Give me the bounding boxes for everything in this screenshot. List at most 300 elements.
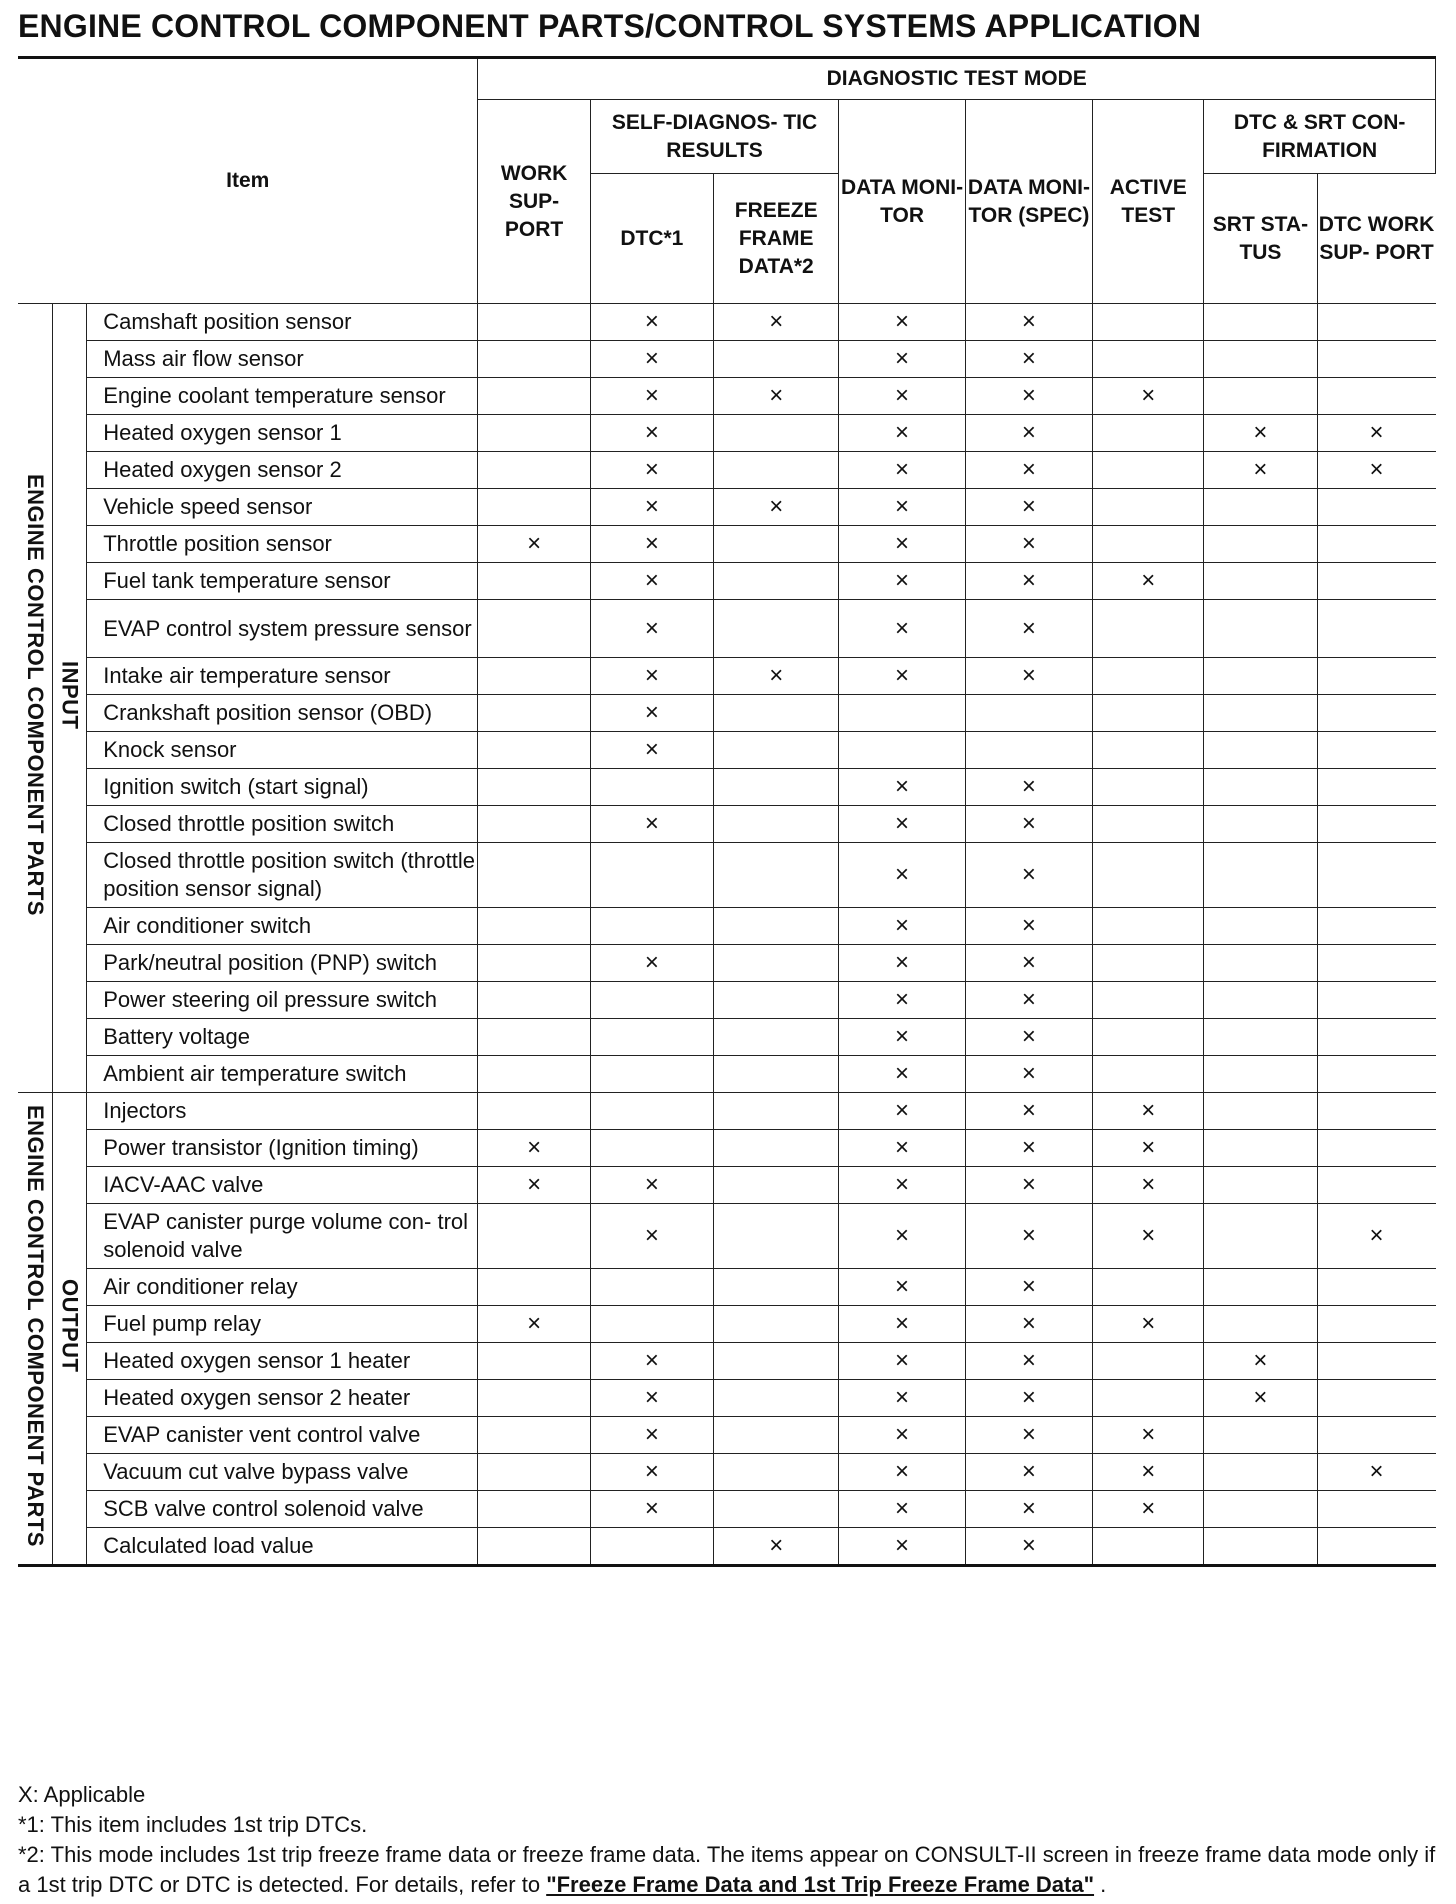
applicable-mark: × bbox=[965, 1093, 1092, 1130]
empty-cell bbox=[1317, 378, 1435, 415]
table-row bbox=[18, 1491, 1436, 1528]
empty-cell bbox=[714, 732, 839, 769]
applicable-mark: × bbox=[1093, 1204, 1204, 1269]
empty-cell bbox=[478, 843, 590, 908]
empty-cell bbox=[1204, 658, 1317, 695]
empty-cell bbox=[1204, 1269, 1317, 1306]
group-label-text: ENGINE CONTROL COMPONENT PARTS bbox=[22, 474, 48, 916]
applicable-mark: × bbox=[839, 1204, 965, 1269]
applicable-mark: × bbox=[590, 1343, 713, 1380]
applicable-mark: × bbox=[1204, 1380, 1317, 1417]
empty-cell bbox=[1093, 526, 1204, 563]
empty-cell bbox=[478, 806, 590, 843]
empty-cell bbox=[478, 769, 590, 806]
empty-cell bbox=[839, 732, 965, 769]
applicable-mark: × bbox=[1093, 1454, 1204, 1491]
applicable-mark: × bbox=[1093, 1130, 1204, 1167]
empty-cell bbox=[714, 415, 839, 452]
empty-cell bbox=[714, 1056, 839, 1093]
table-row bbox=[18, 806, 1436, 843]
header-dtc-srt-confirmation: DTC & SRT CON- FIRMATION bbox=[1204, 100, 1436, 174]
table-row bbox=[18, 695, 1436, 732]
empty-cell bbox=[478, 341, 590, 378]
applicable-mark: × bbox=[590, 563, 713, 600]
applicable-mark: × bbox=[590, 945, 713, 982]
header-dtc-work-support: DTC WORK SUP- PORT bbox=[1317, 174, 1435, 304]
applicable-mark: × bbox=[965, 1454, 1092, 1491]
header-work-support: WORK SUP- PORT bbox=[478, 100, 590, 304]
empty-cell bbox=[478, 1204, 590, 1269]
empty-cell bbox=[590, 1093, 713, 1130]
empty-cell bbox=[1317, 489, 1435, 526]
applicable-mark: × bbox=[965, 415, 1092, 452]
table-row bbox=[18, 1056, 1436, 1093]
empty-cell bbox=[1204, 908, 1317, 945]
header-freeze-frame-data: FREEZE FRAME DATA*2 bbox=[714, 174, 839, 304]
applicable-mark: × bbox=[478, 1130, 590, 1167]
item-name: Mass air flow sensor bbox=[87, 341, 478, 378]
freeze-frame-data-link[interactable]: "Freeze Frame Data and 1st Trip Freeze Frame Data" bbox=[546, 1872, 1095, 1897]
empty-cell bbox=[1317, 843, 1435, 908]
table-row bbox=[18, 526, 1436, 563]
applicable-mark: × bbox=[839, 489, 965, 526]
empty-cell bbox=[714, 1093, 839, 1130]
applicable-mark: × bbox=[1093, 1306, 1204, 1343]
empty-cell bbox=[1093, 341, 1204, 378]
applicable-mark: × bbox=[714, 489, 839, 526]
applicable-mark: × bbox=[965, 1019, 1092, 1056]
empty-cell bbox=[714, 1167, 839, 1204]
empty-cell bbox=[1204, 304, 1317, 341]
empty-cell bbox=[590, 982, 713, 1019]
empty-cell bbox=[478, 489, 590, 526]
applicable-mark: × bbox=[839, 843, 965, 908]
table-row bbox=[18, 732, 1436, 769]
empty-cell bbox=[1317, 1167, 1435, 1204]
empty-cell bbox=[1317, 1491, 1435, 1528]
item-name: Closed throttle position switch (throttle position sensor signal) bbox=[87, 843, 478, 908]
applicable-mark: × bbox=[965, 600, 1092, 658]
empty-cell bbox=[1204, 1167, 1317, 1204]
item-name: Heated oxygen sensor 1 heater bbox=[87, 1343, 478, 1380]
empty-cell bbox=[1204, 378, 1317, 415]
item-name: Injectors bbox=[87, 1093, 478, 1130]
applicable-mark: × bbox=[714, 378, 839, 415]
item-name: EVAP canister vent control valve bbox=[87, 1417, 478, 1454]
table-row bbox=[18, 1269, 1436, 1306]
empty-cell bbox=[1093, 1019, 1204, 1056]
empty-cell bbox=[1317, 1269, 1435, 1306]
applicable-mark: × bbox=[839, 1528, 965, 1566]
applicable-mark: × bbox=[714, 304, 839, 341]
applicable-mark: × bbox=[1317, 1204, 1435, 1269]
applicable-mark: × bbox=[839, 1056, 965, 1093]
note-1: *1: This item includes 1st trip DTCs. bbox=[18, 1812, 368, 1837]
header-item: Item bbox=[18, 58, 478, 304]
applicable-mark: × bbox=[839, 1130, 965, 1167]
empty-cell bbox=[714, 341, 839, 378]
applicable-mark: × bbox=[839, 1491, 965, 1528]
item-name: Fuel pump relay bbox=[87, 1306, 478, 1343]
applicable-mark: × bbox=[590, 1491, 713, 1528]
applicable-mark: × bbox=[965, 1056, 1092, 1093]
applicable-mark: × bbox=[839, 1343, 965, 1380]
empty-cell bbox=[965, 732, 1092, 769]
empty-cell bbox=[1093, 982, 1204, 1019]
applicable-mark: × bbox=[839, 1167, 965, 1204]
applicable-mark: × bbox=[590, 304, 713, 341]
applicable-mark: × bbox=[714, 658, 839, 695]
subgroup-label bbox=[52, 304, 86, 1093]
applicable-mark: × bbox=[965, 1130, 1092, 1167]
empty-cell bbox=[1093, 600, 1204, 658]
empty-cell bbox=[478, 695, 590, 732]
applicable-mark: × bbox=[1204, 1343, 1317, 1380]
empty-cell bbox=[590, 843, 713, 908]
table-row bbox=[18, 1380, 1436, 1417]
empty-cell bbox=[1093, 1528, 1204, 1566]
empty-cell bbox=[1093, 1380, 1204, 1417]
empty-cell bbox=[1317, 658, 1435, 695]
table-row bbox=[18, 1417, 1436, 1454]
applicable-mark: × bbox=[839, 1093, 965, 1130]
applicable-mark: × bbox=[839, 304, 965, 341]
applicable-mark: × bbox=[965, 658, 1092, 695]
empty-cell bbox=[1317, 1093, 1435, 1130]
table-row bbox=[18, 489, 1436, 526]
empty-cell bbox=[1093, 769, 1204, 806]
applicable-mark: × bbox=[965, 982, 1092, 1019]
empty-cell bbox=[478, 1019, 590, 1056]
empty-cell bbox=[714, 1454, 839, 1491]
table-row bbox=[18, 908, 1436, 945]
empty-cell bbox=[1093, 1343, 1204, 1380]
item-name: EVAP control system pressure sensor bbox=[87, 600, 478, 658]
empty-cell bbox=[714, 695, 839, 732]
applicable-mark: × bbox=[839, 908, 965, 945]
applicable-mark: × bbox=[965, 945, 1092, 982]
empty-cell bbox=[590, 908, 713, 945]
empty-cell bbox=[478, 452, 590, 489]
empty-cell bbox=[714, 1380, 839, 1417]
empty-cell bbox=[1317, 1056, 1435, 1093]
item-name: Knock sensor bbox=[87, 732, 478, 769]
empty-cell bbox=[478, 982, 590, 1019]
applicable-mark: × bbox=[965, 526, 1092, 563]
empty-cell bbox=[478, 945, 590, 982]
table-row bbox=[18, 304, 1436, 341]
empty-cell bbox=[478, 1093, 590, 1130]
applicable-mark: × bbox=[839, 600, 965, 658]
empty-cell bbox=[590, 1269, 713, 1306]
applicable-mark: × bbox=[839, 341, 965, 378]
empty-cell bbox=[1317, 304, 1435, 341]
empty-cell bbox=[1093, 908, 1204, 945]
applicable-mark: × bbox=[1093, 1093, 1204, 1130]
empty-cell bbox=[1317, 695, 1435, 732]
applicable-mark: × bbox=[965, 1380, 1092, 1417]
empty-cell bbox=[1317, 806, 1435, 843]
empty-cell bbox=[714, 600, 839, 658]
empty-cell bbox=[478, 1343, 590, 1380]
empty-cell bbox=[1317, 1417, 1435, 1454]
applicable-mark: × bbox=[965, 1167, 1092, 1204]
header-data-monitor: DATA MONI- TOR bbox=[839, 100, 965, 304]
empty-cell bbox=[1093, 1056, 1204, 1093]
applicable-mark: × bbox=[1093, 1491, 1204, 1528]
item-name: Ambient air temperature switch bbox=[87, 1056, 478, 1093]
table-row bbox=[18, 1454, 1436, 1491]
empty-cell bbox=[714, 769, 839, 806]
applicable-mark: × bbox=[839, 378, 965, 415]
table-row bbox=[18, 945, 1436, 982]
empty-cell bbox=[965, 695, 1092, 732]
item-name: Air conditioner switch bbox=[87, 908, 478, 945]
item-name: Intake air temperature sensor bbox=[87, 658, 478, 695]
empty-cell bbox=[590, 1306, 713, 1343]
empty-cell bbox=[714, 1306, 839, 1343]
item-name: SCB valve control solenoid valve bbox=[87, 1491, 478, 1528]
applicable-mark: × bbox=[839, 769, 965, 806]
applicable-mark: × bbox=[965, 1417, 1092, 1454]
item-name: Engine coolant temperature sensor bbox=[87, 378, 478, 415]
item-name: Air conditioner relay bbox=[87, 1269, 478, 1306]
table-row bbox=[18, 600, 1436, 658]
empty-cell bbox=[1204, 1093, 1317, 1130]
empty-cell bbox=[714, 945, 839, 982]
applicable-mark: × bbox=[965, 908, 1092, 945]
empty-cell bbox=[478, 1380, 590, 1417]
empty-cell bbox=[1204, 982, 1317, 1019]
applicable-mark: × bbox=[1093, 563, 1204, 600]
applicable-mark: × bbox=[965, 341, 1092, 378]
empty-cell bbox=[1204, 695, 1317, 732]
item-name: Vacuum cut valve bypass valve bbox=[87, 1454, 478, 1491]
applicable-mark: × bbox=[1093, 1417, 1204, 1454]
empty-cell bbox=[478, 563, 590, 600]
item-name: Heated oxygen sensor 1 bbox=[87, 415, 478, 452]
applicable-mark: × bbox=[965, 1528, 1092, 1566]
empty-cell bbox=[1317, 526, 1435, 563]
applicable-mark: × bbox=[965, 1204, 1092, 1269]
empty-cell bbox=[1317, 1528, 1435, 1566]
header-active-test: ACTIVE TEST bbox=[1093, 100, 1204, 304]
empty-cell bbox=[478, 378, 590, 415]
applicable-mark: × bbox=[590, 732, 713, 769]
item-name: Vehicle speed sensor bbox=[87, 489, 478, 526]
item-name: Ignition switch (start signal) bbox=[87, 769, 478, 806]
empty-cell bbox=[1204, 1454, 1317, 1491]
applicable-mark: × bbox=[965, 304, 1092, 341]
empty-cell bbox=[714, 1019, 839, 1056]
empty-cell bbox=[714, 1491, 839, 1528]
table-row bbox=[18, 1093, 1436, 1130]
item-name: Park/neutral position (PNP) switch bbox=[87, 945, 478, 982]
item-name: Closed throttle position switch bbox=[87, 806, 478, 843]
applicable-mark: × bbox=[839, 563, 965, 600]
empty-cell bbox=[839, 695, 965, 732]
page-title: ENGINE CONTROL COMPONENT PARTS/CONTROL SYSTEMS APPLICATION bbox=[18, 8, 1202, 44]
applicable-mark: × bbox=[590, 1167, 713, 1204]
empty-cell bbox=[478, 658, 590, 695]
subgroup-label-text: INPUT bbox=[57, 660, 83, 730]
empty-cell bbox=[714, 806, 839, 843]
applicable-mark: × bbox=[590, 341, 713, 378]
applicable-mark: × bbox=[478, 1167, 590, 1204]
header-srt-status: SRT STA- TUS bbox=[1204, 174, 1317, 304]
item-name: EVAP canister purge volume con- trol solenoid valve bbox=[87, 1204, 478, 1269]
applicable-mark: × bbox=[590, 526, 713, 563]
empty-cell bbox=[1204, 1491, 1317, 1528]
empty-cell bbox=[1204, 806, 1317, 843]
empty-cell bbox=[478, 1454, 590, 1491]
applicable-mark: × bbox=[965, 563, 1092, 600]
empty-cell bbox=[1204, 489, 1317, 526]
empty-cell bbox=[1317, 769, 1435, 806]
item-name: Calculated load value bbox=[87, 1528, 478, 1566]
empty-cell bbox=[478, 1491, 590, 1528]
empty-cell bbox=[714, 563, 839, 600]
applicable-mark: × bbox=[590, 489, 713, 526]
applicable-mark: × bbox=[839, 526, 965, 563]
empty-cell bbox=[1317, 1306, 1435, 1343]
empty-cell bbox=[1204, 1130, 1317, 1167]
applicable-mark: × bbox=[590, 1204, 713, 1269]
table-row bbox=[18, 1528, 1436, 1566]
item-name: Heated oxygen sensor 2 heater bbox=[87, 1380, 478, 1417]
applicable-mark: × bbox=[839, 1380, 965, 1417]
table-row bbox=[18, 415, 1436, 452]
empty-cell bbox=[714, 452, 839, 489]
empty-cell bbox=[478, 732, 590, 769]
applicable-mark: × bbox=[965, 843, 1092, 908]
table-row bbox=[18, 1019, 1436, 1056]
table-row bbox=[18, 843, 1436, 908]
applicable-mark: × bbox=[965, 1491, 1092, 1528]
applicable-mark: × bbox=[839, 1417, 965, 1454]
empty-cell bbox=[1093, 732, 1204, 769]
empty-cell bbox=[478, 600, 590, 658]
empty-cell bbox=[1317, 600, 1435, 658]
item-name: Heated oxygen sensor 2 bbox=[87, 452, 478, 489]
empty-cell bbox=[1093, 415, 1204, 452]
item-name: IACV-AAC valve bbox=[87, 1167, 478, 1204]
table-row bbox=[18, 341, 1436, 378]
applicable-mark: × bbox=[478, 526, 590, 563]
applicable-mark: × bbox=[839, 1019, 965, 1056]
empty-cell bbox=[1317, 1343, 1435, 1380]
empty-cell bbox=[478, 1528, 590, 1566]
table-row bbox=[18, 563, 1436, 600]
applicable-mark: × bbox=[1204, 452, 1317, 489]
empty-cell bbox=[1317, 341, 1435, 378]
applicable-mark: × bbox=[590, 1417, 713, 1454]
applicable-mark: × bbox=[965, 1343, 1092, 1380]
empty-cell bbox=[1317, 732, 1435, 769]
subgroup-label bbox=[52, 1093, 86, 1566]
applicable-mark: × bbox=[965, 806, 1092, 843]
applicable-mark: × bbox=[714, 1528, 839, 1566]
empty-cell bbox=[1317, 563, 1435, 600]
applicable-mark: × bbox=[965, 378, 1092, 415]
empty-cell bbox=[1204, 600, 1317, 658]
empty-cell bbox=[478, 415, 590, 452]
applicable-mark: × bbox=[1317, 415, 1435, 452]
applicable-mark: × bbox=[965, 452, 1092, 489]
applicable-mark: × bbox=[839, 982, 965, 1019]
empty-cell bbox=[1204, 1528, 1317, 1566]
empty-cell bbox=[590, 769, 713, 806]
applicable-mark: × bbox=[839, 1269, 965, 1306]
empty-cell bbox=[1317, 1380, 1435, 1417]
header-self-diagnostic-results: SELF-DIAGNOS- TIC RESULTS bbox=[590, 100, 839, 174]
table-row bbox=[18, 1130, 1436, 1167]
table-row bbox=[18, 658, 1436, 695]
empty-cell bbox=[1317, 908, 1435, 945]
footnotes bbox=[18, 1780, 1438, 1900]
empty-cell bbox=[1093, 489, 1204, 526]
empty-cell bbox=[1204, 1204, 1317, 1269]
empty-cell bbox=[590, 1056, 713, 1093]
empty-cell bbox=[1204, 945, 1317, 982]
empty-cell bbox=[714, 843, 839, 908]
empty-cell bbox=[1093, 806, 1204, 843]
empty-cell bbox=[1204, 769, 1317, 806]
empty-cell bbox=[1204, 843, 1317, 908]
empty-cell bbox=[1317, 982, 1435, 1019]
empty-cell bbox=[1204, 1056, 1317, 1093]
applicable-mark: × bbox=[590, 600, 713, 658]
applicable-mark: × bbox=[590, 806, 713, 843]
table-row bbox=[18, 1343, 1436, 1380]
empty-cell bbox=[1317, 945, 1435, 982]
table-row bbox=[18, 1306, 1436, 1343]
applicable-mark: × bbox=[1204, 415, 1317, 452]
applicable-mark: × bbox=[590, 695, 713, 732]
empty-cell bbox=[1093, 1269, 1204, 1306]
empty-cell bbox=[590, 1528, 713, 1566]
table-row bbox=[18, 982, 1436, 1019]
applicable-mark: × bbox=[478, 1306, 590, 1343]
group-label bbox=[18, 1093, 52, 1566]
subgroup-label-text: OUTPUT bbox=[57, 1278, 83, 1373]
empty-cell bbox=[714, 1343, 839, 1380]
empty-cell bbox=[1093, 452, 1204, 489]
empty-cell bbox=[714, 526, 839, 563]
empty-cell bbox=[714, 1130, 839, 1167]
empty-cell bbox=[1093, 843, 1204, 908]
applicable-mark: × bbox=[1317, 452, 1435, 489]
empty-cell bbox=[1204, 341, 1317, 378]
applicable-mark: × bbox=[965, 489, 1092, 526]
table-row bbox=[18, 378, 1436, 415]
applicable-mark: × bbox=[1093, 378, 1204, 415]
empty-cell bbox=[478, 304, 590, 341]
empty-cell bbox=[590, 1130, 713, 1167]
table-body bbox=[18, 304, 1436, 1566]
note-2-text: *2: This mode includes 1st trip freeze frame data or freeze frame data. The items appear on CONSULT-II screen in freeze frame data mode only if a 1st trip DTC or DTC is detected. For details, refer to bbox=[18, 1842, 1436, 1897]
applicable-mark: × bbox=[839, 945, 965, 982]
applicable-mark: × bbox=[1093, 1167, 1204, 1204]
empty-cell bbox=[1093, 304, 1204, 341]
empty-cell bbox=[1204, 1019, 1317, 1056]
applicable-mark: × bbox=[1317, 1454, 1435, 1491]
item-name: Crankshaft position sensor (OBD) bbox=[87, 695, 478, 732]
applicable-mark: × bbox=[839, 1306, 965, 1343]
empty-cell bbox=[590, 1019, 713, 1056]
empty-cell bbox=[714, 908, 839, 945]
applicable-mark: × bbox=[965, 1269, 1092, 1306]
